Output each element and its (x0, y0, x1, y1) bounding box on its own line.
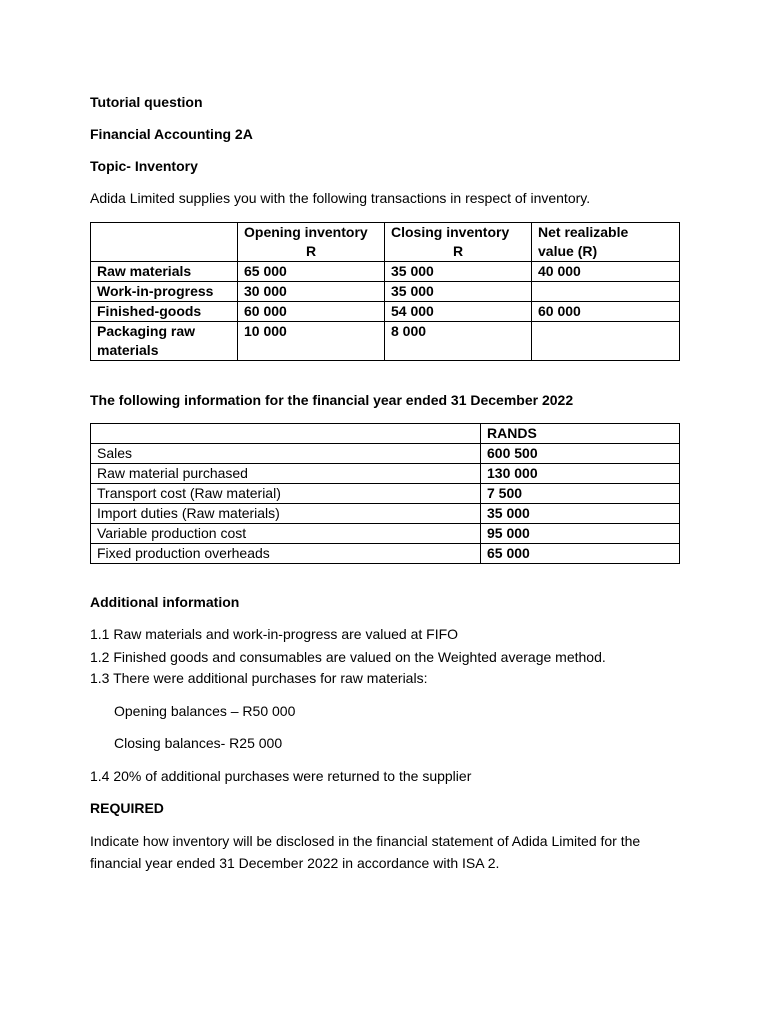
row-label: Import duties (Raw materials) (91, 504, 481, 524)
empty-header-cell (91, 223, 238, 262)
closing-header-line2: R (452, 243, 464, 259)
additional-item-3: 1.3 There were additional purchases for raw materials: (90, 670, 428, 686)
table-row (91, 322, 680, 361)
row-value: 35 000 (481, 504, 680, 524)
rands-header: RANDS (481, 424, 680, 444)
opening-header-line1: Opening inventory (244, 224, 368, 240)
opening-value: 30 000 (238, 282, 385, 302)
row-label: Transport cost (Raw material) (91, 484, 481, 504)
nrv-value: 60 000 (532, 302, 680, 322)
closing-value: 35 000 (385, 262, 532, 282)
table-row (91, 524, 680, 544)
nrv-header-line2: value (R) (538, 243, 598, 259)
table-header-row (91, 223, 680, 262)
row-value: 130 000 (481, 464, 680, 484)
closing-value: 54 000 (385, 302, 532, 322)
table-row (91, 302, 680, 322)
table-row (91, 464, 680, 484)
closing-value: 35 000 (385, 282, 532, 302)
row-label: Fixed production overheads (91, 544, 481, 564)
inventory-table (90, 222, 680, 361)
row-label: Packaging raw materials (91, 322, 238, 361)
row-value: 7 500 (481, 484, 680, 504)
additional-item-2: 1.2 Finished goods and consumables are valued on the Weighted average method. (90, 649, 606, 665)
nrv-header (532, 223, 680, 262)
additional-item-4: 1.4 20% of additional purchases were returned to the supplier (90, 768, 472, 784)
table-row (91, 444, 680, 464)
table-row (91, 504, 680, 524)
table-row (91, 282, 680, 302)
nrv-value (532, 282, 680, 302)
financial-info-heading: The following information for the financial year ended 31 December 2022 (90, 392, 574, 408)
closing-header-line1: Closing inventory (391, 224, 510, 240)
empty-header-cell (91, 424, 481, 444)
intro-text: Adida Limited supplies you with the following transactions in respect of inventory. (90, 190, 591, 206)
course-title: Financial Accounting 2A (90, 126, 253, 142)
opening-balances-text: Opening balances – R50 000 (114, 703, 296, 719)
opening-inventory-header (238, 223, 385, 262)
topic-title: Topic- Inventory (90, 158, 198, 174)
required-text: Indicate how inventory will be disclosed in the financial statement of Adida Limited for the financial year ended 31 December 2022 in accordance with ISA 2. (90, 833, 641, 871)
row-label: Work-in-progress (91, 282, 238, 302)
closing-inventory-header (385, 223, 532, 262)
nrv-value: 40 000 (532, 262, 680, 282)
row-value: 95 000 (481, 524, 680, 544)
row-label: Raw materials (91, 262, 238, 282)
row-value: 65 000 (481, 544, 680, 564)
financial-table (90, 423, 680, 564)
closing-balances-text: Closing balances- R25 000 (114, 735, 283, 751)
required-heading: REQUIRED (90, 800, 164, 816)
closing-value: 8 000 (385, 322, 532, 361)
row-label: Variable production cost (91, 524, 481, 544)
opening-value: 60 000 (238, 302, 385, 322)
row-label: Finished-goods (91, 302, 238, 322)
opening-header-line2: R (305, 243, 317, 259)
additional-info-heading: Additional information (90, 594, 240, 610)
additional-item-1: 1.1 Raw materials and work-in-progress are valued at FIFO (90, 626, 459, 642)
table-row (91, 544, 680, 564)
row-value: 600 500 (481, 444, 680, 464)
row-label: Raw material purchased (91, 464, 481, 484)
tutorial-title: Tutorial question (90, 94, 203, 110)
table-header-row (91, 424, 680, 444)
table-row (91, 484, 680, 504)
table-row (91, 262, 680, 282)
opening-value: 65 000 (238, 262, 385, 282)
nrv-header-line1: Net realizable (538, 224, 629, 240)
opening-value: 10 000 (238, 322, 385, 361)
nrv-value (532, 322, 680, 361)
row-label: Sales (91, 444, 481, 464)
